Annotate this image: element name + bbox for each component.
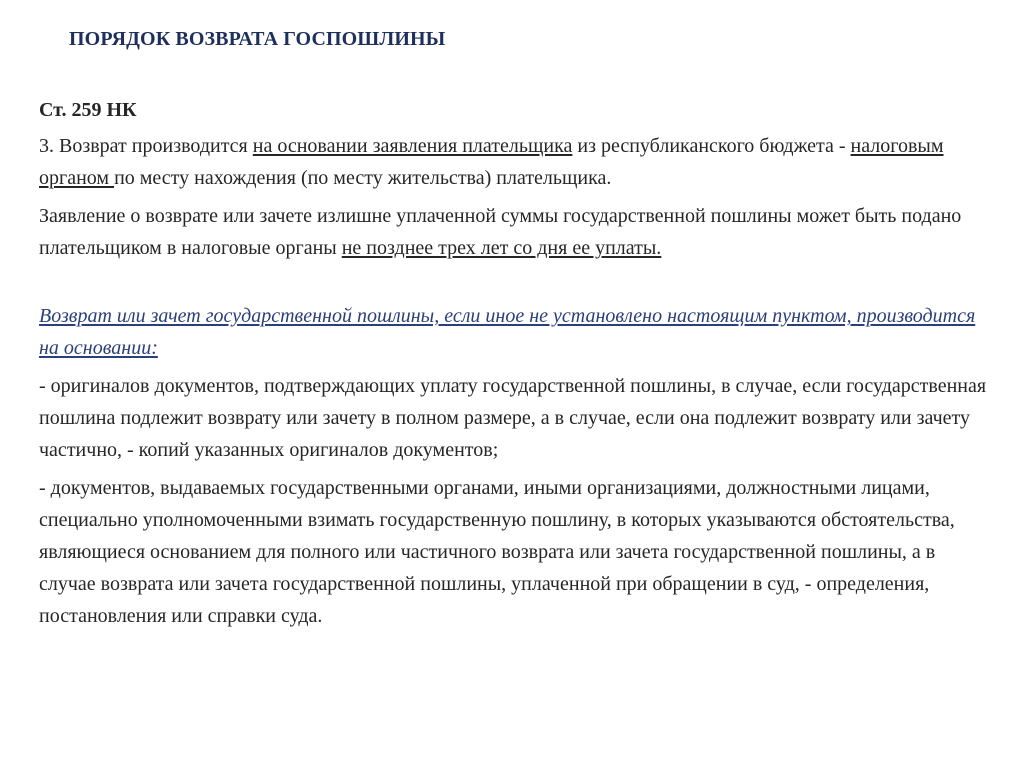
paragraph-refund-basis-text-b: из республиканского бюджета - xyxy=(572,135,851,157)
paragraph-issued-documents: - документов, выдаваемых государственными органами, иными организациями, должностными лицами, специально уполномоченными взимать государственную пошлину, в которых указываются обстоятельства, являющиеся основанием для полного или частичного возврата или зачета государственной пошлины, а в случае возврата или зачета государственной пошлины, уплаченной при обращении в суд, - определения, постановления или справки суда. xyxy=(39,477,955,627)
paragraph-refund-basis-underline-2: налоговым органом xyxy=(39,135,944,189)
paragraph-application-deadline xyxy=(39,200,994,264)
slide-title: ПОРЯДОК ВОЗВРАТА ГОСПОШЛИНЫ xyxy=(69,28,446,50)
paragraph-refund-basis-text-a: 3. Возврат производится xyxy=(39,135,253,157)
paragraph-refund-basis xyxy=(39,130,994,194)
paragraph-application-deadline-text: Заявление о возврате или зачете излишне уплаченной суммы государственной пошлины может быть подано плательщиком в налоговые органы xyxy=(39,205,962,259)
paragraph-grounds-heading: Возврат или зачет государственной пошлины, если иное не установлено настоящим пунктом, производится на основании: xyxy=(39,305,976,359)
paragraph-refund-basis-text-c: по месту нахождения (по месту жительства) плательщика. xyxy=(114,167,612,189)
paragraph-original-documents: - оригиналов документов, подтверждающих уплату государственной пошлины, в случае, если государственная пошлина подлежит возврату или зачету в полном размере, а в случае, если она подлежит возврату или зачету частично, - копий указанных оригиналов документов; xyxy=(39,375,987,461)
paragraph-application-deadline-underline: не позднее трех лет со дня ее уплаты. xyxy=(341,237,662,259)
slide-content xyxy=(39,94,994,638)
paragraph-refund-basis-underline-1: на основании заявления плательщика xyxy=(252,135,573,157)
article-reference: Ст. 259 НК xyxy=(39,99,137,121)
